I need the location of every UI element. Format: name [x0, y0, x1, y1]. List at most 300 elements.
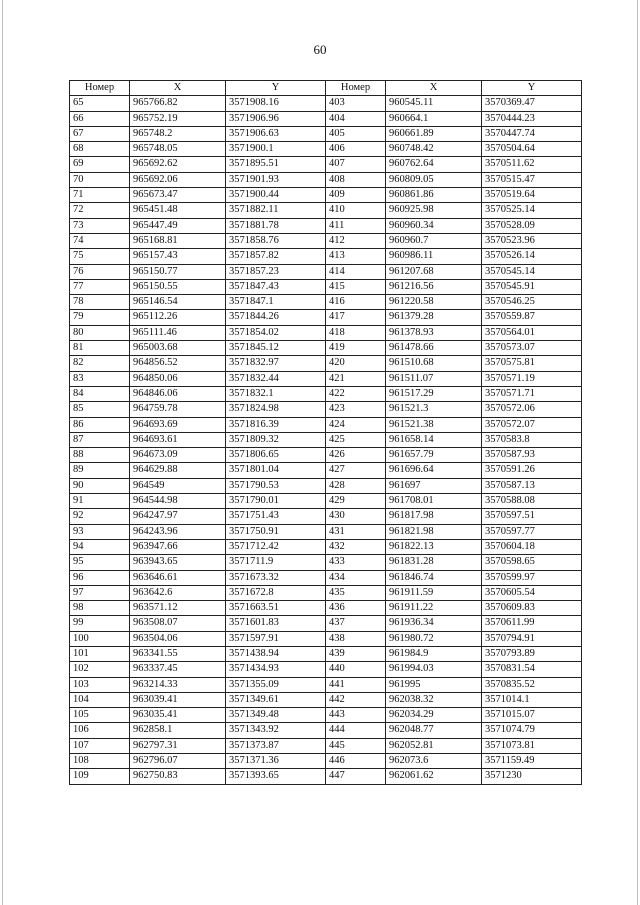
y-coordinate-left: 3571597.91	[226, 631, 326, 646]
point-number-right: 445	[326, 738, 386, 753]
point-number-right: 427	[326, 463, 386, 478]
y-coordinate-right: 3570526.14	[482, 249, 582, 264]
table-row	[70, 555, 582, 570]
y-coordinate-left: 3571857.82	[226, 249, 326, 264]
point-number-left: 99	[70, 616, 130, 631]
x-coordinate-right: 961378.93	[386, 325, 482, 340]
table-row	[70, 295, 582, 310]
point-number-left: 75	[70, 249, 130, 264]
y-coordinate-left: 3571601.83	[226, 616, 326, 631]
y-coordinate-left: 3571750.91	[226, 524, 326, 539]
x-coordinate-left: 965150.55	[130, 279, 226, 294]
x-coordinate-right: 962048.77	[386, 723, 482, 738]
table-row	[70, 371, 582, 386]
table-row	[70, 509, 582, 524]
x-coordinate-left: 962750.83	[130, 769, 226, 784]
y-coordinate-left: 3571845.12	[226, 341, 326, 356]
y-coordinate-left: 3571393.65	[226, 769, 326, 784]
table-row	[70, 325, 582, 340]
point-number-right: 429	[326, 494, 386, 509]
point-number-left: 97	[70, 585, 130, 600]
y-coordinate-right: 3570511.62	[482, 157, 582, 172]
point-number-left: 81	[70, 341, 130, 356]
x-coordinate-right: 961911.59	[386, 585, 482, 600]
x-coordinate-left: 963337.45	[130, 662, 226, 677]
x-coordinate-left: 963504.06	[130, 631, 226, 646]
x-coordinate-right: 961846.74	[386, 570, 482, 585]
point-number-right: 428	[326, 478, 386, 493]
y-coordinate-left: 3571882.11	[226, 203, 326, 218]
x-coordinate-right: 961207.68	[386, 264, 482, 279]
x-coordinate-left: 962858.1	[130, 723, 226, 738]
x-coordinate-right: 961216.56	[386, 279, 482, 294]
y-coordinate-left: 3571832.97	[226, 356, 326, 371]
y-coordinate-left: 3571854.02	[226, 325, 326, 340]
x-coordinate-right: 962034.29	[386, 708, 482, 723]
point-number-left: 83	[70, 371, 130, 386]
x-coordinate-right: 960762.64	[386, 157, 482, 172]
y-coordinate-left: 3571371.36	[226, 754, 326, 769]
x-coordinate-right: 960960.7	[386, 233, 482, 248]
table-row	[70, 126, 582, 141]
point-number-right: 442	[326, 692, 386, 707]
point-number-right: 432	[326, 539, 386, 554]
table-row	[70, 218, 582, 233]
y-coordinate-left: 3571438.94	[226, 646, 326, 661]
y-coordinate-right: 3571073.81	[482, 738, 582, 753]
x-coordinate-right: 960986.11	[386, 249, 482, 264]
point-number-right: 417	[326, 310, 386, 325]
y-coordinate-left: 3571711.9	[226, 555, 326, 570]
y-coordinate-right: 3571159.49	[482, 754, 582, 769]
x-coordinate-left: 962797.31	[130, 738, 226, 753]
x-coordinate-left: 963642.6	[130, 585, 226, 600]
y-coordinate-right: 3570835.52	[482, 677, 582, 692]
table-row	[70, 172, 582, 187]
table-row	[70, 233, 582, 248]
x-coordinate-left: 965168.81	[130, 233, 226, 248]
y-coordinate-left: 3571847.43	[226, 279, 326, 294]
point-number-right: 443	[326, 708, 386, 723]
point-number-right: 446	[326, 754, 386, 769]
y-coordinate-left: 3571349.61	[226, 692, 326, 707]
table-row	[70, 432, 582, 447]
y-coordinate-right: 3570587.93	[482, 448, 582, 463]
x-coordinate-right: 961822.13	[386, 539, 482, 554]
x-coordinate-right: 961995	[386, 677, 482, 692]
point-number-right: 411	[326, 218, 386, 233]
x-coordinate-right: 962073.6	[386, 754, 482, 769]
x-coordinate-right: 960545.11	[386, 96, 482, 111]
header-y-left: Y	[226, 81, 326, 96]
table-row	[70, 386, 582, 401]
point-number-left: 95	[70, 555, 130, 570]
point-number-left: 105	[70, 708, 130, 723]
table-row	[70, 616, 582, 631]
y-coordinate-left: 3571355.09	[226, 677, 326, 692]
y-coordinate-right: 3570831.54	[482, 662, 582, 677]
x-coordinate-left: 965111.46	[130, 325, 226, 340]
y-coordinate-right: 3570523.96	[482, 233, 582, 248]
scan-edge-left	[2, 0, 3, 905]
table-row	[70, 662, 582, 677]
y-coordinate-right: 3570573.07	[482, 341, 582, 356]
point-number-left: 89	[70, 463, 130, 478]
table-row	[70, 310, 582, 325]
x-coordinate-right: 961911.22	[386, 601, 482, 616]
table-row	[70, 494, 582, 509]
table-row	[70, 478, 582, 493]
x-coordinate-left: 963646.61	[130, 570, 226, 585]
y-coordinate-right: 3570591.26	[482, 463, 582, 478]
y-coordinate-left: 3571373.87	[226, 738, 326, 753]
table-row	[70, 631, 582, 646]
header-x-left: X	[130, 81, 226, 96]
table-row	[70, 539, 582, 554]
x-coordinate-right: 960861.86	[386, 188, 482, 203]
point-number-left: 68	[70, 142, 130, 157]
y-coordinate-left: 3571434.93	[226, 662, 326, 677]
y-coordinate-left: 3571895.51	[226, 157, 326, 172]
point-number-right: 408	[326, 172, 386, 187]
x-coordinate-left: 965673.47	[130, 188, 226, 203]
table-row	[70, 96, 582, 111]
x-coordinate-right: 961831.28	[386, 555, 482, 570]
point-number-right: 413	[326, 249, 386, 264]
y-coordinate-left: 3571673.32	[226, 570, 326, 585]
x-coordinate-left: 963039.41	[130, 692, 226, 707]
header-number-right: Номер	[326, 81, 386, 96]
point-number-right: 444	[326, 723, 386, 738]
y-coordinate-right: 3570519.64	[482, 188, 582, 203]
y-coordinate-right: 3571074.79	[482, 723, 582, 738]
table-row	[70, 448, 582, 463]
y-coordinate-left: 3571751.43	[226, 509, 326, 524]
x-coordinate-right: 961984.9	[386, 646, 482, 661]
x-coordinate-left: 963571.12	[130, 601, 226, 616]
y-coordinate-right: 3571015.07	[482, 708, 582, 723]
point-number-left: 69	[70, 157, 130, 172]
x-coordinate-right: 960925.98	[386, 203, 482, 218]
point-number-right: 412	[326, 233, 386, 248]
point-number-left: 106	[70, 723, 130, 738]
point-number-right: 433	[326, 555, 386, 570]
y-coordinate-right: 3570515.47	[482, 172, 582, 187]
y-coordinate-right: 3570604.18	[482, 539, 582, 554]
x-coordinate-left: 965692.62	[130, 157, 226, 172]
table-row	[70, 188, 582, 203]
y-coordinate-right: 3570598.65	[482, 555, 582, 570]
x-coordinate-left: 964549	[130, 478, 226, 493]
point-number-left: 104	[70, 692, 130, 707]
x-coordinate-left: 965692.06	[130, 172, 226, 187]
point-number-right: 434	[326, 570, 386, 585]
x-coordinate-right: 961696.64	[386, 463, 482, 478]
y-coordinate-right: 3570599.97	[482, 570, 582, 585]
x-coordinate-right: 962038.32	[386, 692, 482, 707]
table-row	[70, 677, 582, 692]
x-coordinate-left: 963943.65	[130, 555, 226, 570]
x-coordinate-right: 960664.1	[386, 111, 482, 126]
x-coordinate-left: 964693.69	[130, 417, 226, 432]
y-coordinate-right: 3570525.14	[482, 203, 582, 218]
x-coordinate-left: 962796.07	[130, 754, 226, 769]
coordinates-table	[69, 80, 582, 785]
table-body	[70, 96, 582, 784]
x-coordinate-left: 965451.48	[130, 203, 226, 218]
table-row	[70, 356, 582, 371]
table-row	[70, 601, 582, 616]
point-number-left: 82	[70, 356, 130, 371]
point-number-left: 107	[70, 738, 130, 753]
table-row	[70, 279, 582, 294]
table-row	[70, 111, 582, 126]
x-coordinate-left: 964856.52	[130, 356, 226, 371]
point-number-left: 88	[70, 448, 130, 463]
point-number-left: 65	[70, 96, 130, 111]
table-row	[70, 157, 582, 172]
y-coordinate-left: 3571824.98	[226, 402, 326, 417]
x-coordinate-right: 960661.89	[386, 126, 482, 141]
header-x-right: X	[386, 81, 482, 96]
point-number-left: 103	[70, 677, 130, 692]
point-number-left: 93	[70, 524, 130, 539]
point-number-right: 406	[326, 142, 386, 157]
x-coordinate-right: 961817.98	[386, 509, 482, 524]
x-coordinate-right: 960960.34	[386, 218, 482, 233]
y-coordinate-right: 3570611.99	[482, 616, 582, 631]
point-number-left: 79	[70, 310, 130, 325]
table-row	[70, 203, 582, 218]
point-number-right: 435	[326, 585, 386, 600]
table-row	[70, 142, 582, 157]
point-number-right: 418	[326, 325, 386, 340]
table-row	[70, 264, 582, 279]
point-number-left: 80	[70, 325, 130, 340]
y-coordinate-right: 3570572.07	[482, 417, 582, 432]
table-row	[70, 417, 582, 432]
point-number-left: 84	[70, 386, 130, 401]
x-coordinate-left: 964544.98	[130, 494, 226, 509]
x-coordinate-right: 962052.81	[386, 738, 482, 753]
point-number-right: 426	[326, 448, 386, 463]
x-coordinate-right: 961517.29	[386, 386, 482, 401]
y-coordinate-right: 3570572.06	[482, 402, 582, 417]
point-number-left: 71	[70, 188, 130, 203]
table-row	[70, 402, 582, 417]
point-number-right: 425	[326, 432, 386, 447]
table-header-row	[70, 81, 582, 96]
x-coordinate-left: 964850.06	[130, 371, 226, 386]
x-coordinate-right: 961510.68	[386, 356, 482, 371]
y-coordinate-right: 3570559.87	[482, 310, 582, 325]
y-coordinate-left: 3571790.01	[226, 494, 326, 509]
y-coordinate-right: 3571014.1	[482, 692, 582, 707]
x-coordinate-right: 960748.42	[386, 142, 482, 157]
y-coordinate-left: 3571663.51	[226, 601, 326, 616]
y-coordinate-left: 3571343.92	[226, 723, 326, 738]
y-coordinate-right: 3570793.89	[482, 646, 582, 661]
point-number-right: 437	[326, 616, 386, 631]
y-coordinate-left: 3571906.63	[226, 126, 326, 141]
point-number-left: 108	[70, 754, 130, 769]
x-coordinate-left: 964759.78	[130, 402, 226, 417]
point-number-left: 109	[70, 769, 130, 784]
point-number-left: 91	[70, 494, 130, 509]
x-coordinate-left: 965150.77	[130, 264, 226, 279]
table-row	[70, 341, 582, 356]
x-coordinate-left: 965112.26	[130, 310, 226, 325]
point-number-left: 78	[70, 295, 130, 310]
table-row	[70, 249, 582, 264]
x-coordinate-left: 964846.06	[130, 386, 226, 401]
point-number-left: 70	[70, 172, 130, 187]
point-number-left: 96	[70, 570, 130, 585]
point-number-right: 407	[326, 157, 386, 172]
y-coordinate-left: 3571857.23	[226, 264, 326, 279]
y-coordinate-left: 3571900.1	[226, 142, 326, 157]
point-number-right: 436	[326, 601, 386, 616]
point-number-right: 403	[326, 96, 386, 111]
x-coordinate-left: 964629.88	[130, 463, 226, 478]
y-coordinate-left: 3571790.53	[226, 478, 326, 493]
x-coordinate-right: 961980.72	[386, 631, 482, 646]
point-number-right: 430	[326, 509, 386, 524]
y-coordinate-left: 3571844.26	[226, 310, 326, 325]
x-coordinate-left: 965766.82	[130, 96, 226, 111]
y-coordinate-left: 3571900.44	[226, 188, 326, 203]
x-coordinate-right: 961658.14	[386, 432, 482, 447]
point-number-left: 92	[70, 509, 130, 524]
point-number-left: 85	[70, 402, 130, 417]
x-coordinate-right: 962061.62	[386, 769, 482, 784]
y-coordinate-right: 3570583.8	[482, 432, 582, 447]
x-coordinate-left: 965157.43	[130, 249, 226, 264]
y-coordinate-right: 3570447.74	[482, 126, 582, 141]
point-number-right: 440	[326, 662, 386, 677]
y-coordinate-right: 3570545.14	[482, 264, 582, 279]
point-number-left: 98	[70, 601, 130, 616]
header-number-left: Номер	[70, 81, 130, 96]
y-coordinate-left: 3571908.16	[226, 96, 326, 111]
y-coordinate-right: 3570605.54	[482, 585, 582, 600]
y-coordinate-left: 3571349.48	[226, 708, 326, 723]
table-row	[70, 769, 582, 784]
x-coordinate-left: 964243.96	[130, 524, 226, 539]
x-coordinate-left: 965146.54	[130, 295, 226, 310]
y-coordinate-left: 3571901.93	[226, 172, 326, 187]
x-coordinate-left: 964693.61	[130, 432, 226, 447]
x-coordinate-right: 961478.66	[386, 341, 482, 356]
point-number-right: 404	[326, 111, 386, 126]
point-number-left: 66	[70, 111, 130, 126]
point-number-right: 421	[326, 371, 386, 386]
x-coordinate-left: 963508.07	[130, 616, 226, 631]
table-row	[70, 646, 582, 661]
table-row	[70, 524, 582, 539]
point-number-right: 416	[326, 295, 386, 310]
y-coordinate-right: 3570588.08	[482, 494, 582, 509]
x-coordinate-right: 961220.58	[386, 295, 482, 310]
point-number-left: 101	[70, 646, 130, 661]
table-row	[70, 692, 582, 707]
x-coordinate-left: 963035.41	[130, 708, 226, 723]
table-row	[70, 570, 582, 585]
table-row	[70, 708, 582, 723]
point-number-right: 423	[326, 402, 386, 417]
y-coordinate-right: 3570609.83	[482, 601, 582, 616]
y-coordinate-right: 3570794.91	[482, 631, 582, 646]
point-number-left: 77	[70, 279, 130, 294]
point-number-right: 414	[326, 264, 386, 279]
y-coordinate-left: 3571858.76	[226, 233, 326, 248]
y-coordinate-right: 3570444.23	[482, 111, 582, 126]
y-coordinate-right: 3570564.01	[482, 325, 582, 340]
x-coordinate-left: 965748.2	[130, 126, 226, 141]
x-coordinate-left: 963341.55	[130, 646, 226, 661]
point-number-right: 419	[326, 341, 386, 356]
x-coordinate-left: 965003.68	[130, 341, 226, 356]
x-coordinate-left: 963947.66	[130, 539, 226, 554]
point-number-left: 73	[70, 218, 130, 233]
x-coordinate-right: 961708.01	[386, 494, 482, 509]
y-coordinate-right: 3570571.19	[482, 371, 582, 386]
y-coordinate-left: 3571816.39	[226, 417, 326, 432]
y-coordinate-left: 3571832.1	[226, 386, 326, 401]
point-number-right: 424	[326, 417, 386, 432]
point-number-left: 100	[70, 631, 130, 646]
y-coordinate-right: 3571230	[482, 769, 582, 784]
y-coordinate-right: 3570597.51	[482, 509, 582, 524]
table-row	[70, 723, 582, 738]
y-coordinate-right: 3570528.09	[482, 218, 582, 233]
y-coordinate-right: 3570504.64	[482, 142, 582, 157]
y-coordinate-right: 3570545.91	[482, 279, 582, 294]
point-number-right: 441	[326, 677, 386, 692]
scan-edge-right	[637, 0, 638, 905]
x-coordinate-right: 961936.34	[386, 616, 482, 631]
point-number-left: 72	[70, 203, 130, 218]
y-coordinate-right: 3570587.13	[482, 478, 582, 493]
point-number-right: 431	[326, 524, 386, 539]
y-coordinate-left: 3571712.42	[226, 539, 326, 554]
table-row	[70, 738, 582, 753]
x-coordinate-right: 961511.07	[386, 371, 482, 386]
x-coordinate-right: 961821.98	[386, 524, 482, 539]
x-coordinate-right: 960809.05	[386, 172, 482, 187]
point-number-right: 415	[326, 279, 386, 294]
y-coordinate-right: 3570369.47	[482, 96, 582, 111]
table-row	[70, 463, 582, 478]
point-number-left: 87	[70, 432, 130, 447]
y-coordinate-left: 3571847.1	[226, 295, 326, 310]
point-number-left: 74	[70, 233, 130, 248]
point-number-right: 405	[326, 126, 386, 141]
point-number-right: 439	[326, 646, 386, 661]
y-coordinate-right: 3570575.81	[482, 356, 582, 371]
table-row	[70, 585, 582, 600]
y-coordinate-right: 3570597.77	[482, 524, 582, 539]
point-number-right: 422	[326, 386, 386, 401]
x-coordinate-right: 961521.3	[386, 402, 482, 417]
point-number-right: 447	[326, 769, 386, 784]
y-coordinate-left: 3571809.32	[226, 432, 326, 447]
point-number-left: 102	[70, 662, 130, 677]
point-number-right: 410	[326, 203, 386, 218]
x-coordinate-left: 965447.49	[130, 218, 226, 233]
x-coordinate-right: 961657.79	[386, 448, 482, 463]
page-number: 60	[313, 42, 327, 57]
